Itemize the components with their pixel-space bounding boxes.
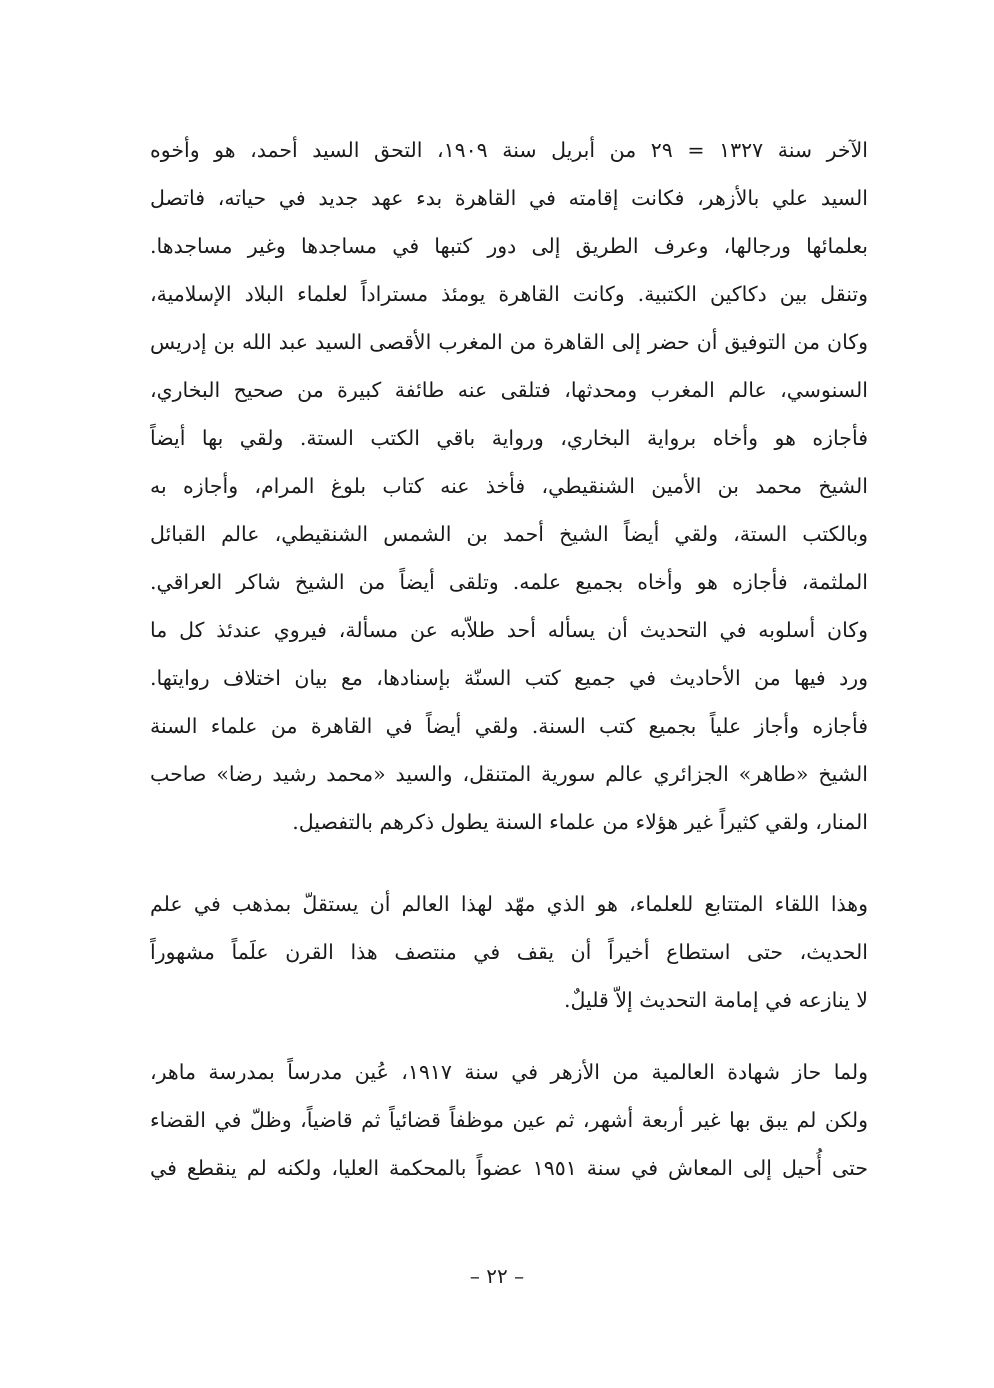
- text-line: وتنقل بين دكاكين الكتبية. وكانت القاهرة يومئذ مستراداً لعلماء البلاد الإسلامية،: [150, 282, 868, 306]
- text-line: وهذا اللقاء المتتابع للعلماء، هو الذي مهّد لهذا العالم أن يستقلّ بمذهب في علم: [150, 892, 868, 916]
- text-line: السيد علي بالأزهر، فكانت إقامته في القاهرة بدء عهد جديد في حياته، فاتصل: [150, 186, 868, 210]
- text-line: فأجازه هو وأخاه برواية البخاري، ورواية باقي الكتب الستة. ولقي بها أيضاً: [150, 426, 868, 450]
- text-line: لا ينازعه في إمامة التحديث إلاّ قليلٌ.: [564, 988, 868, 1012]
- text-line: المنار، ولقي كثيراً غير هؤلاء من علماء السنة يطول ذكرهم بالتفصيل.: [292, 810, 868, 834]
- text-line: الآخر سنة ١٣٢٧ = ٢٩ من أبريل سنة ١٩٠٩، التحق السيد أحمد، هو وأخوه: [150, 138, 868, 162]
- text-line: وكان أسلوبه في التحديث أن يسأله أحد طلاّبه عن مسألة، فيروي عندئذ كل ما: [150, 618, 868, 642]
- text-line: ولكن لم يبق بها غير أربعة أشهر، ثم عين موظفاً قضائياً ثم قاضياً، وظلّ في القضاء: [150, 1108, 868, 1132]
- text-line: الحديث، حتى استطاع أخيراً أن يقف في منتصف هذا القرن علَماً مشهوراً: [150, 940, 868, 964]
- paragraph-2: [150, 880, 868, 1024]
- text-line: السنوسي، عالم المغرب ومحدثها، فتلقى عنه طائفة كبيرة من صحيح البخاري،: [150, 378, 868, 402]
- text-line: ورد فيها من الأحاديث في جميع كتب السنّة بإسنادها، مع بيان اختلاف روايتها.: [150, 666, 868, 690]
- text-line: ولما حاز شهادة العالمية من الأزهر في سنة ١٩١٧، عُين مدرساً بمدرسة ماهر،: [150, 1060, 868, 1084]
- text-line: وكان من التوفيق أن حضر إلى القاهرة من المغرب الأقصى السيد عبد الله بن إدريس: [150, 330, 868, 354]
- text-line: حتى أُحيل إلى المعاش في سنة ١٩٥١ عضواً بالمحكمة العليا، ولكنه لم ينقطع في: [150, 1156, 868, 1180]
- text-line: وبالكتب الستة، ولقي أيضاً الشيخ أحمد بن الشمس الشنقيطي، عالم القبائل: [150, 522, 868, 546]
- text-line: الشيخ محمد بن الأمين الشنقيطي، فأخذ عنه كتاب بلوغ المرام، وأجازه به: [150, 474, 868, 498]
- text-line: الملثمة، فأجازه هو وأخاه بجميع علمه. وتلقى أيضاً من الشيخ شاكر العراقي.: [150, 570, 868, 594]
- page-number: – ٢٢ –: [469, 1264, 525, 1288]
- paragraph-1: [150, 126, 868, 846]
- text-line: فأجازه وأجاز علياً بجميع كتب السنة. ولقي أيضاً في القاهرة من علماء السنة: [150, 714, 868, 738]
- text-line: الشيخ «طاهر» الجزائري عالم سورية المتنقل، والسيد «محمد رشيد رضا» صاحب: [150, 762, 868, 786]
- text-line: بعلمائها ورجالها، وعرف الطريق إلى دور كتبها في مساجدها وغير مساجدها.: [150, 234, 868, 258]
- paragraph-3: [150, 1048, 868, 1192]
